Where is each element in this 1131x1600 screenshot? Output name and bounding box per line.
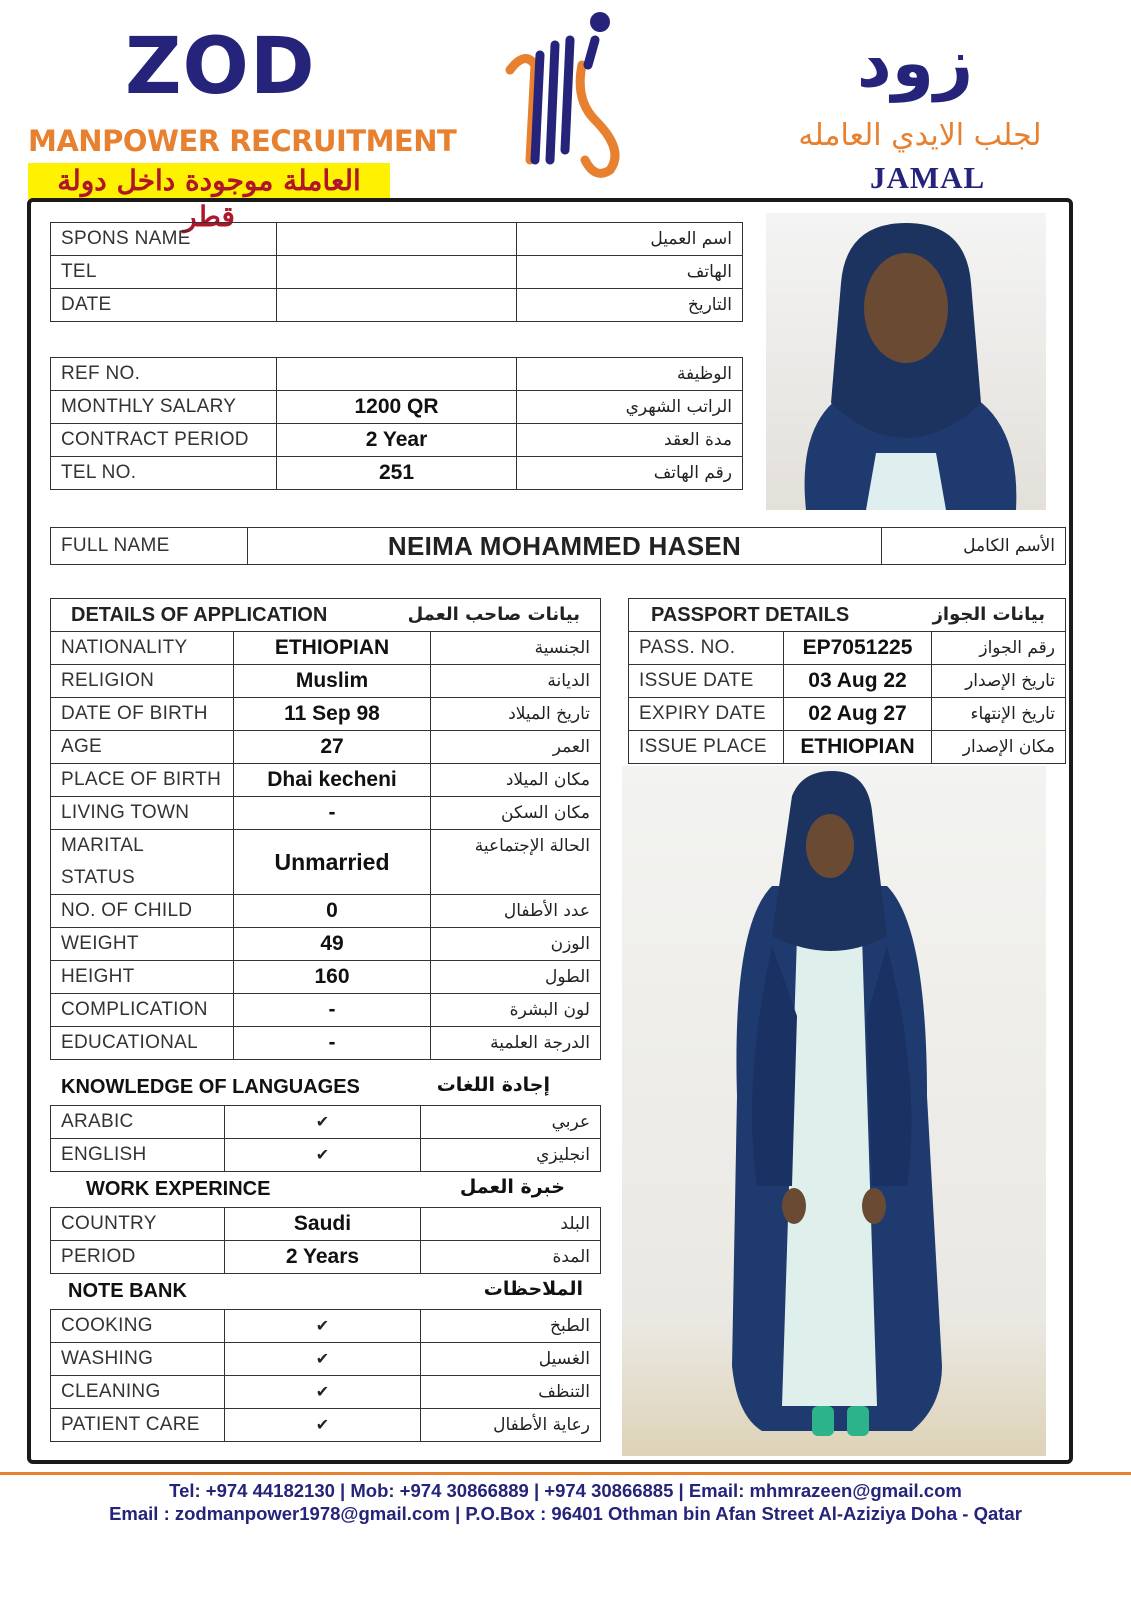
full-name-table (50, 527, 1066, 565)
country-value: Saudi (225, 1208, 421, 1241)
table-row (51, 1310, 601, 1343)
ref-no-label-ar: الوظيفة (517, 358, 743, 391)
expiry-date-label: EXPIRY DATE (629, 698, 784, 731)
country-label-ar: البلد (421, 1208, 601, 1241)
complication-label: COMPLICATION (51, 994, 234, 1027)
religion-label-ar: الديانة (431, 665, 601, 698)
washing-check-icon: ✔ (225, 1343, 421, 1376)
age-value: 27 (234, 731, 431, 764)
client-table (50, 222, 743, 322)
table-row (51, 895, 601, 928)
company-logo-mark (500, 10, 640, 180)
candidate-full-body-photo (622, 766, 1046, 1456)
educational-value: - (234, 1027, 431, 1060)
portrait-illustration (766, 213, 1046, 510)
table-row (51, 358, 743, 391)
tel-no-label-ar: رقم الهاتف (517, 457, 743, 490)
dob-label: DATE OF BIRTH (51, 698, 234, 731)
washing-label-ar: الغسيل (421, 1343, 601, 1376)
salary-label-ar: الراتب الشهري (517, 391, 743, 424)
expiry-date-value: 02 Aug 27 (784, 698, 932, 731)
complication-value: - (234, 994, 431, 1027)
period-label-ar: المدة (421, 1241, 601, 1274)
passport-title-ar: بيانات الجواز (932, 603, 1046, 625)
table-row (51, 928, 601, 961)
candidate-portrait-photo (766, 213, 1046, 510)
children-value: 0 (234, 895, 431, 928)
religion-value: Muslim (234, 665, 431, 698)
children-label: NO. OF CHILD (51, 895, 234, 928)
notes-title: NOTE BANK (68, 1280, 187, 1302)
issue-place-label: ISSUE PLACE (629, 731, 784, 764)
table-row (629, 698, 1066, 731)
pass-no-label-ar: رقم الجواز (932, 632, 1066, 665)
english-label: ENGLISH (51, 1139, 225, 1172)
table-row (51, 665, 601, 698)
arabic-slogan: لجلب الايدي العامله (798, 118, 1042, 153)
notes-title-ar: الملاحظات (483, 1278, 583, 1300)
living-town-label-ar: مكان السكن (431, 797, 601, 830)
table-row (629, 599, 1066, 632)
issue-place-label-ar: مكان الإصدار (932, 731, 1066, 764)
languages-title: KNOWLEDGE OF LANGUAGES (61, 1076, 360, 1098)
english-check-icon: ✔ (225, 1139, 421, 1172)
height-label: HEIGHT (51, 961, 234, 994)
marital-label-line2: STATUS (61, 867, 135, 888)
table-row (51, 424, 743, 457)
height-value: 160 (234, 961, 431, 994)
cooking-label: COOKING (51, 1310, 225, 1343)
age-label-ar: العمر (431, 731, 601, 764)
height-label-ar: الطول (431, 961, 601, 994)
spons-name-label: SPONS NAME (51, 223, 277, 256)
full-name-label: FULL NAME (51, 528, 248, 565)
languages-title-ar: إجادة اللغات (436, 1074, 550, 1096)
patient-care-check-icon: ✔ (225, 1409, 421, 1442)
children-label-ar: عدد الأطفال (431, 895, 601, 928)
arabic-label-ar: عربي (421, 1106, 601, 1139)
table-row (51, 1208, 601, 1241)
arabic-brand-logo: زود (856, 24, 974, 103)
table-row (51, 1241, 601, 1274)
educational-label: EDUCATIONAL (51, 1027, 234, 1060)
table-row (51, 731, 601, 764)
weight-label: WEIGHT (51, 928, 234, 961)
cleaning-label: CLEANING (51, 1376, 225, 1409)
table-row (51, 391, 743, 424)
spons-name-label-ar: اسم العميل (517, 223, 743, 256)
full-name-value: NEIMA MOHAMMED HASEN (248, 528, 882, 565)
ref-no-label: REF NO. (51, 358, 277, 391)
application-table (50, 598, 601, 1060)
jamal-label: JAMAL (870, 160, 986, 195)
marital-label-line1: MARITAL (61, 835, 145, 856)
table-row (51, 1376, 601, 1409)
arabic-check-icon: ✔ (225, 1106, 421, 1139)
ref-no-value (277, 358, 517, 391)
issue-date-label: ISSUE DATE (629, 665, 784, 698)
issue-place-value: ETHIOPIAN (784, 731, 932, 764)
period-value: 2 Years (225, 1241, 421, 1274)
table-row (51, 289, 743, 322)
full-body-illustration (622, 766, 1046, 1456)
table-row (51, 994, 601, 1027)
patient-care-label-ar: رعاية الأطفال (421, 1409, 601, 1442)
table-row (51, 961, 601, 994)
full-name-label-ar: الأسم الكامل (882, 528, 1066, 565)
issue-date-value: 03 Aug 22 (784, 665, 932, 698)
notes-table (50, 1309, 601, 1442)
pass-no-label: PASS. NO. (629, 632, 784, 665)
nationality-label: NATIONALITY (51, 632, 234, 665)
table-row (51, 1343, 601, 1376)
religion-label: RELIGION (51, 665, 234, 698)
tel-label-ar: الهاتف (517, 256, 743, 289)
weight-value: 49 (234, 928, 431, 961)
contract-period-label-ar: مدة العقد (517, 424, 743, 457)
table-row (51, 830, 601, 895)
weight-label-ar: الوزن (431, 928, 601, 961)
table-row (51, 457, 743, 490)
tel-label: TEL (51, 256, 277, 289)
table-row (51, 1409, 601, 1442)
table-row (629, 731, 1066, 764)
footer-contact-line-1: Tel: +974 44182130 | Mob: +974 30866889 | +974 30866885 | Email: mhmrazeen@gmail.com (169, 1480, 962, 1501)
table-row (51, 223, 743, 256)
country-label: COUNTRY (51, 1208, 225, 1241)
arabic-label: ARABIC (51, 1106, 225, 1139)
brand-subtitle: MANPOWER RECRUITMENT (28, 124, 457, 158)
educational-label-ar: الدرجة العلمية (431, 1027, 601, 1060)
arabic-availability-banner: العاملة موجودة داخل دولة قطر (28, 163, 390, 199)
nationality-label-ar: الجنسية (431, 632, 601, 665)
passport-table (628, 598, 1066, 764)
dob-value: 11 Sep 98 (234, 698, 431, 731)
period-label: PERIOD (51, 1241, 225, 1274)
experience-title-ar: خبرة العمل (459, 1176, 565, 1198)
living-town-label: LIVING TOWN (51, 797, 234, 830)
place-of-birth-value: Dhai kecheni (234, 764, 431, 797)
table-row (51, 1106, 601, 1139)
cooking-check-icon: ✔ (225, 1310, 421, 1343)
living-town-value: - (234, 797, 431, 830)
dob-label-ar: تاريخ الميلاد (431, 698, 601, 731)
issue-date-label-ar: تاريخ الإصدار (932, 665, 1066, 698)
tel-no-value: 251 (277, 457, 517, 490)
cooking-label-ar: الطبخ (421, 1310, 601, 1343)
marital-status-value: Unmarried (234, 830, 431, 895)
salary-value: 1200 QR (277, 391, 517, 424)
passport-title: PASSPORT DETAILS (651, 603, 850, 626)
footer-contact-line-2: Email : zodmanpower1978@gmail.com | P.O.Box : 96401 Othman bin Afan Street Al-Aziziya Doha - Qatar (109, 1503, 1022, 1524)
marital-status-label (51, 830, 234, 895)
table-row (51, 256, 743, 289)
date-label: DATE (51, 289, 277, 322)
patient-care-label: PATIENT CARE (51, 1409, 225, 1442)
table-row (51, 528, 1066, 565)
experience-table (50, 1207, 601, 1274)
experience-title: WORK EXPERINCE (86, 1178, 271, 1200)
nationality-value: ETHIOPIAN (234, 632, 431, 665)
age-label: AGE (51, 731, 234, 764)
footer-divider (0, 1472, 1131, 1475)
date-label-ar: التاريخ (517, 289, 743, 322)
job-table (50, 357, 743, 490)
table-row (51, 1027, 601, 1060)
table-row (51, 764, 601, 797)
spons-name-value (277, 223, 517, 256)
expiry-date-label-ar: تاريخ الإنتهاء (932, 698, 1066, 731)
place-of-birth-label: PLACE OF BIRTH (51, 764, 234, 797)
tel-no-label: TEL NO. (51, 457, 277, 490)
washing-label: WASHING (51, 1343, 225, 1376)
cleaning-check-icon: ✔ (225, 1376, 421, 1409)
date-value (277, 289, 517, 322)
place-of-birth-label-ar: مكان الميلاد (431, 764, 601, 797)
pass-no-value: EP7051225 (784, 632, 932, 665)
application-title: DETAILS OF APPLICATION (71, 603, 328, 626)
languages-table (50, 1105, 601, 1172)
contract-period-value: 2 Year (277, 424, 517, 457)
table-row (51, 632, 601, 665)
table-row (51, 599, 601, 632)
tel-value (277, 256, 517, 289)
english-label-ar: انجليزي (421, 1139, 601, 1172)
application-title-ar: بيانات صاحب العمل (407, 603, 580, 625)
cleaning-label-ar: التنظف (421, 1376, 601, 1409)
brand-logo-text: ZOD (125, 22, 316, 112)
table-row (51, 1139, 601, 1172)
table-row (51, 797, 601, 830)
contract-period-label: CONTRACT PERIOD (51, 424, 277, 457)
table-row (51, 698, 601, 731)
table-row (629, 665, 1066, 698)
table-row (629, 632, 1066, 665)
marital-status-label-ar: الحالة الإجتماعية (431, 830, 601, 895)
complication-label-ar: لون البشرة (431, 994, 601, 1027)
salary-label: MONTHLY SALARY (51, 391, 277, 424)
